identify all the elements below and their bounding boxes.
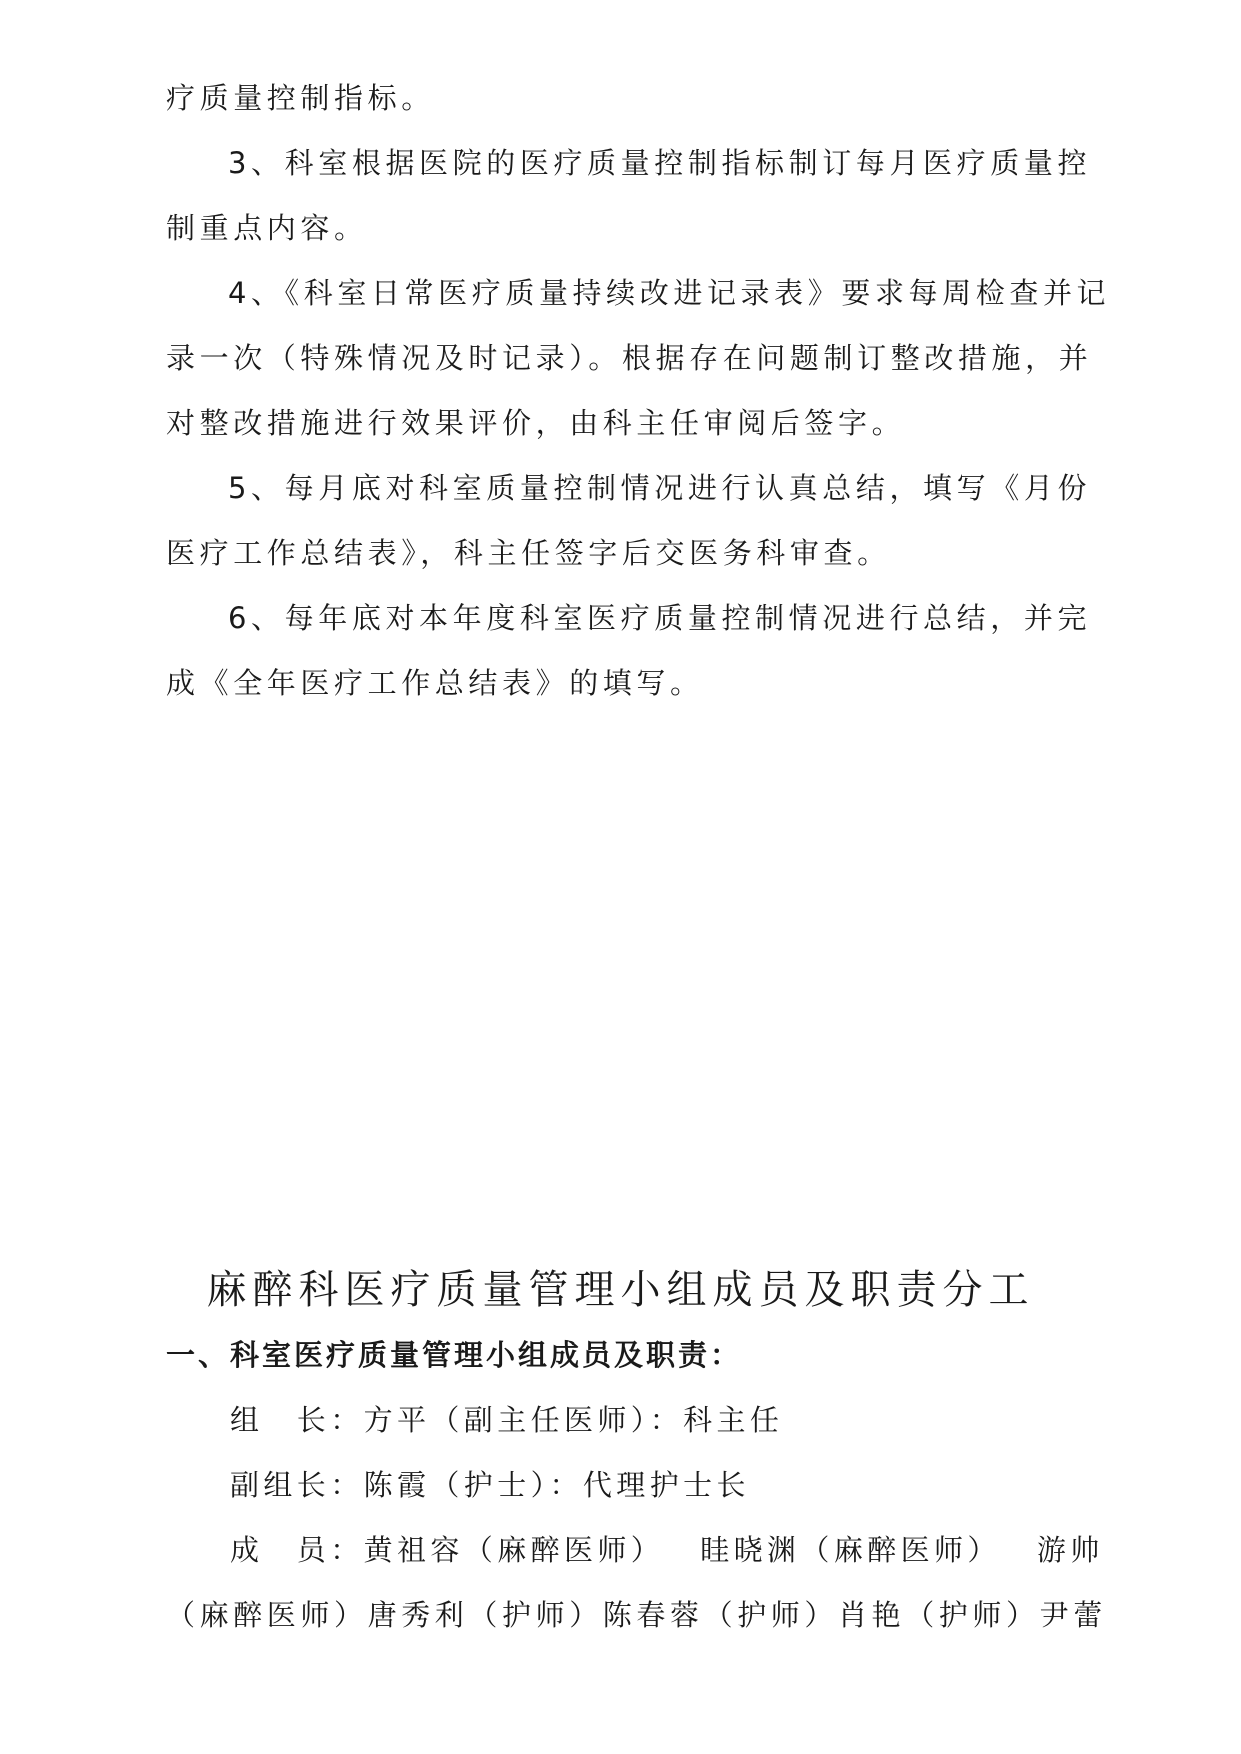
paragraph-line: 6、每年底对本年度科室医疗质量控制情况进行总结，并完 bbox=[228, 601, 1092, 635]
leader-role: 组 长： bbox=[230, 1403, 364, 1437]
paragraph-line: 制重点内容。 bbox=[166, 211, 368, 245]
deputy-text: 陈霞（护士）：代理护士长 bbox=[363, 1468, 750, 1502]
paragraph-line: 5、每月底对科室质量控制情况进行认真总结，填写《月份 bbox=[228, 471, 1092, 505]
member-role: 成 员： bbox=[230, 1533, 364, 1567]
paragraph-line: 4、《科室日常医疗质量持续改进记录表》要求每周检查并记 bbox=[228, 276, 1111, 310]
member-name: 眭晓渊（麻醉医师） bbox=[700, 1533, 1001, 1567]
section-title: 麻醉科医疗质量管理小组成员及职责分工 bbox=[206, 1267, 1035, 1313]
leader-text: 方平（副主任医师）：科主任 bbox=[363, 1403, 784, 1437]
member-name: 游帅 bbox=[1036, 1533, 1104, 1567]
members-row-continued: （麻醉医师）唐秀利（护师）陈春蓉（护师）肖艳（护师）尹蕾 bbox=[166, 1598, 1107, 1632]
members-row bbox=[230, 1530, 1104, 1570]
paragraph-line: 3、科室根据医院的医疗质量控制指标制订每月医疗质量控 bbox=[228, 146, 1092, 180]
deputy-role: 副组长： bbox=[230, 1468, 364, 1502]
section-heading: 一、科室医疗质量管理小组成员及职责： bbox=[166, 1338, 743, 1372]
paragraph-line: 录一次（特殊情况及时记录）。根据存在问题制订整改措施，并 bbox=[166, 341, 1093, 375]
leader-row bbox=[230, 1400, 783, 1440]
deputy-row bbox=[230, 1465, 750, 1505]
paragraph-line: 疗质量控制指标。 bbox=[166, 81, 435, 115]
paragraph-line: 对整改措施进行效果评价，由科主任审阅后签字。 bbox=[166, 406, 906, 440]
member-name: 黄祖容（麻醉医师） bbox=[363, 1533, 665, 1567]
paragraph-line: 医疗工作总结表》，科主任签字后交医务科审查。 bbox=[166, 536, 891, 570]
paragraph-line: 成《全年医疗工作总结表》的填写。 bbox=[166, 666, 704, 700]
